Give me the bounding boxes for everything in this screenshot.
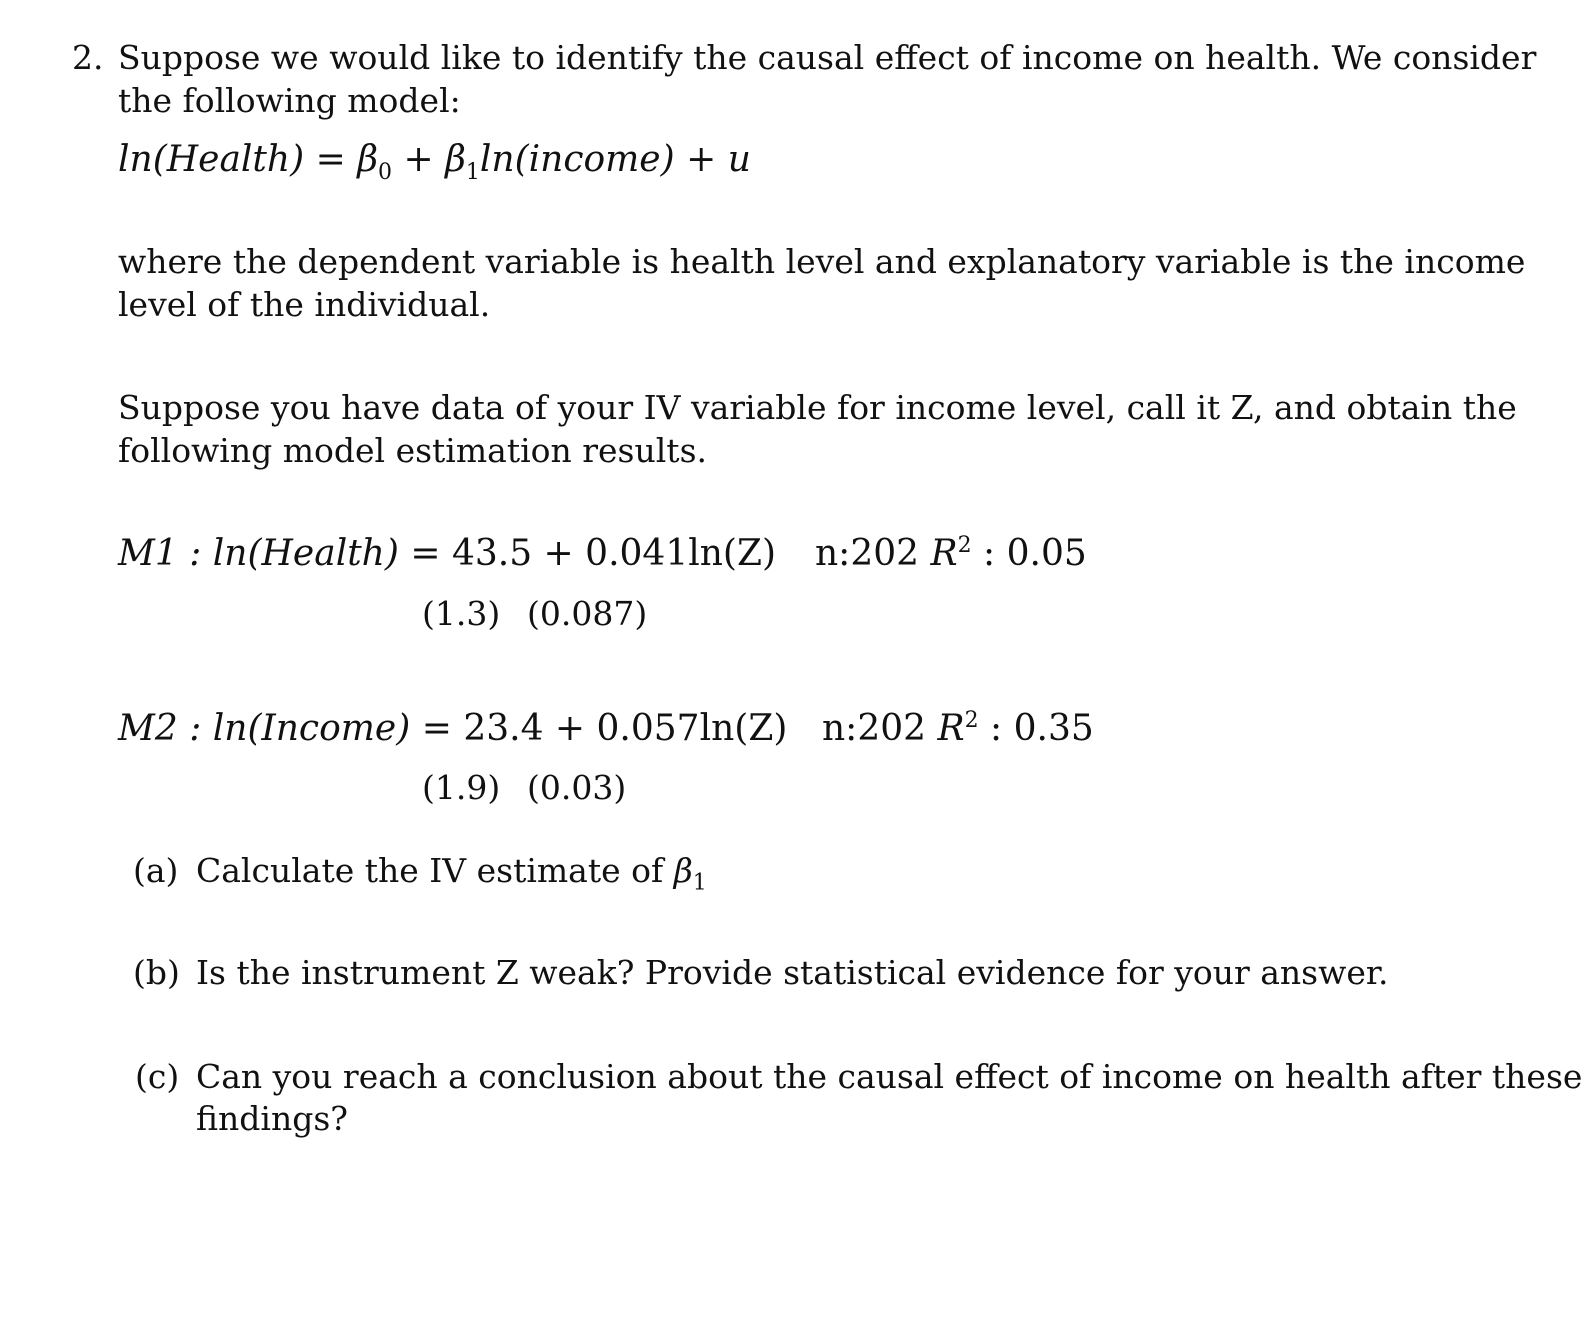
model-beta0-sub: 0 — [378, 160, 392, 186]
model-plus: + — [392, 139, 446, 180]
m2-stats — [822, 707, 1094, 751]
m1-r: R — [930, 533, 958, 574]
where-line-1: where the dependent variable is health level and explanatory variable is the income — [118, 242, 1526, 281]
model-eq: = — [304, 139, 358, 180]
question-a-beta-sub: 1 — [692, 870, 707, 896]
m1-r-sup: 2 — [957, 533, 972, 558]
model-lhs: ln(Health) — [118, 139, 305, 180]
m2-label: M2 : ln(Income) — [118, 708, 411, 749]
question-c-label: (c) — [135, 1057, 180, 1096]
iv-line-1: Suppose you have data of your IV variable for income level, call it Z, and obtain the — [118, 388, 1517, 427]
m1-r-val: : 0.05 — [971, 533, 1087, 574]
model-rhs: ln(income) + u — [479, 139, 751, 180]
question-a-text — [196, 849, 707, 896]
m2-r-sup: 2 — [964, 708, 979, 733]
m2-se-coef: (0.03) — [527, 768, 627, 807]
question-c-line-2: findings? — [196, 1099, 348, 1138]
model-equation — [118, 138, 751, 186]
m1-stats — [815, 532, 1087, 576]
problem-number: 2. — [72, 38, 104, 77]
question-a-label: (a) — [133, 851, 179, 890]
m1-equation — [118, 532, 776, 576]
question-b-text: Is the instrument Z weak? Provide statistical evidence for your answer. — [196, 953, 1389, 992]
m2-rhs: = 23.4 + 0.057ln(Z) — [410, 708, 788, 749]
m2-r-val: : 0.35 — [978, 708, 1094, 749]
m1-n: n:202 — [815, 533, 931, 574]
question-c-line-1: Can you reach a conclusion about the causal effect of income on health after these — [196, 1057, 1583, 1096]
m1-label: M1 : ln(Health) — [118, 533, 399, 574]
m1-rhs: = 43.5 + 0.041ln(Z) — [398, 533, 777, 574]
where-line-2: level of the individual. — [118, 285, 491, 324]
m1-se-const: (1.3) — [422, 594, 501, 633]
intro-line-1: Suppose we would like to identify the causal effect of income on health. We consider — [118, 38, 1537, 77]
m2-se-const: (1.9) — [422, 768, 501, 807]
model-beta1: β — [445, 139, 466, 180]
m1-se-coef: (0.087) — [527, 594, 648, 633]
question-a-body: Calculate the IV estimate of — [196, 851, 674, 890]
model-beta0: β — [357, 139, 378, 180]
model-beta1-sub: 1 — [465, 160, 480, 186]
m2-n: n:202 — [822, 708, 938, 749]
question-a-beta: β — [673, 851, 693, 890]
intro-line-2: the following model: — [118, 81, 461, 120]
m2-equation — [118, 707, 787, 751]
iv-line-2: following model estimation results. — [118, 431, 707, 470]
m2-r: R — [937, 708, 965, 749]
question-b-label: (b) — [133, 953, 180, 992]
